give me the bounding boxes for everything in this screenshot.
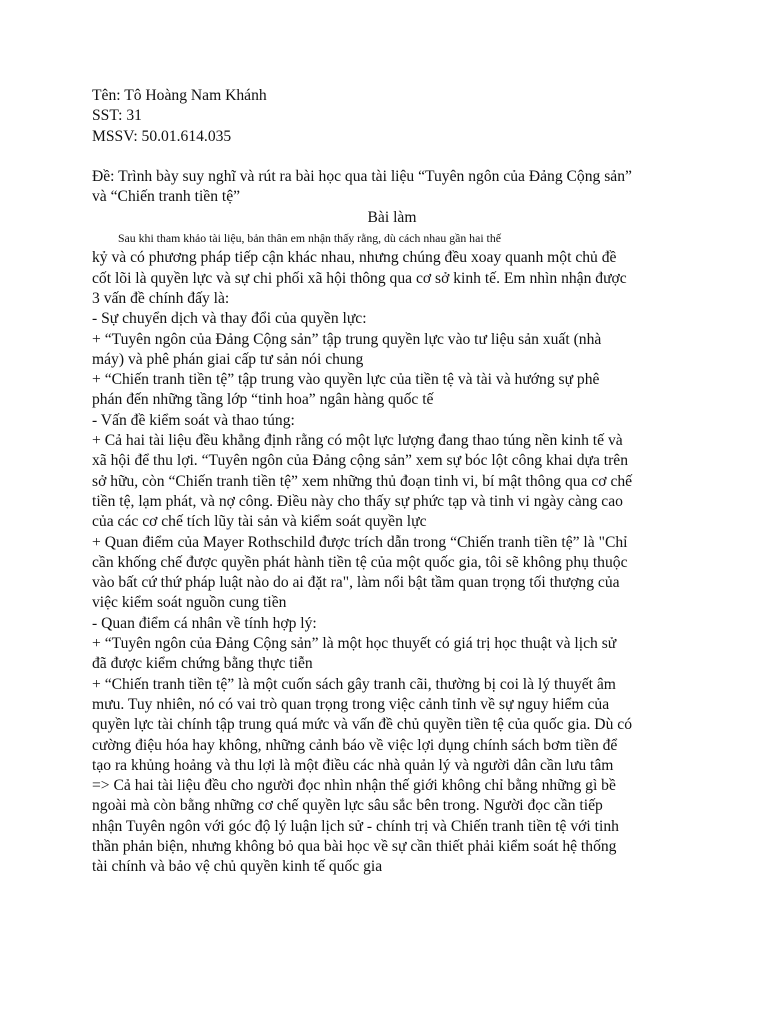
body-line: mưu. Tuy nhiên, nó có vai trò quan trọng trong việc cảnh tỉnh về sự nguy hiểm của: [92, 695, 610, 713]
body-line: quyền lực tài chính tập trung quá mức và vấn đề chủ quyền tiền tệ của quốc gia. Dù có: [92, 716, 632, 734]
topic-line: và “Chiến tranh tiền tệ”: [92, 188, 241, 206]
body-line: => Cả hai tài liệu đều cho người đọc nhìn nhận thế giới không chỉ bằng những gì bề: [92, 777, 616, 795]
body-line: của các cơ chế tích lũy tài sản và kiểm soát quyền lực: [92, 513, 427, 531]
body-line: tạo ra khủng hoảng và thu lợi là một điều các nhà quản lý và người dân cần lưu tâm: [92, 756, 614, 774]
body-line: máy) và phê phán giai cấp tư sản nói chung: [92, 350, 364, 368]
body-line: cần khống chế được quyền phát hành tiền tệ của một quốc gia, tôi sẽ không phụ thuộc: [92, 553, 628, 571]
body-line: + “Tuyên ngôn của Đảng Cộng sản” tập trung quyền lực vào tư liệu sản xuất (nhà: [92, 330, 602, 348]
student-sst: SST: 31: [92, 107, 142, 125]
body-line: kỷ và có phương pháp tiếp cận khác nhau, nhưng chúng đều xoay quanh một chủ đề: [92, 249, 617, 267]
body-line: xã hội để thu lợi. “Tuyên ngôn của Đảng cộng sản” xem sự bóc lột công khai dựa trên: [92, 452, 629, 470]
body-line: + Cả hai tài liệu đều khẳng định rằng có một lực lượng đang thao túng nền kinh tế và: [92, 432, 623, 450]
body-line: + Quan điểm của Mayer Rothschild được trích dẫn trong “Chiến tranh tiền tệ” là "Chỉ: [92, 533, 628, 551]
body-line: sở hữu, còn “Chiến tranh tiền tệ” xem những thủ đoạn tinh vi, bí mật thông qua cơ chế: [92, 472, 633, 490]
spacer: [92, 147, 692, 167]
body-line: cường điệu hóa hay không, những cảnh báo về việc lợi dụng chính sách bơm tiền để: [92, 736, 618, 754]
body-line: việc kiểm soát nguồn cung tiền: [92, 594, 287, 612]
body-line: cốt lõi là quyền lực và sự chi phối xã hội thông qua cơ sở kinh tế. Em nhìn nhận được: [92, 269, 627, 287]
body-line: nhận Tuyên ngôn với góc độ lý luận lịch sử - chính trị và Chiến tranh tiền tệ với tinh: [92, 817, 619, 835]
body-line: - Vấn đề kiểm soát và thao túng:: [92, 411, 295, 429]
body-line: thần phản biện, nhưng không bỏ qua bài học về sự cần thiết phải kiểm soát hệ thống: [92, 837, 617, 855]
body-line: vào bất cứ thứ pháp luật nào do ai đặt ra", làm nổi bật tầm quan trọng tối thượng của: [92, 574, 620, 592]
student-id: MSSV: 50.01.614.035: [92, 127, 232, 145]
body-line: phán đến những tầng lớp “tinh hoa” ngân hàng quốc tế: [92, 391, 434, 409]
student-name: Tên: Tô Hoàng Nam Khánh: [92, 87, 267, 104]
body-line: + “Tuyên ngôn của Đảng Cộng sản” là một học thuyết có giá trị học thuật và lịch sử: [92, 635, 617, 653]
body-line: + “Chiến tranh tiền tệ” là một cuốn sách gây tranh cãi, thường bị coi là lý thuyết âm: [92, 675, 616, 693]
body-line: đã được kiểm chứng bằng thực tiễn: [92, 655, 313, 673]
document-page: [92, 86, 692, 878]
body-line: ngoài mà còn bằng những cơ chế quyền lực sâu sắc bên trong. Người đọc cần tiếp: [92, 797, 603, 815]
body-line: Sau khi tham khảo tài liệu, bản thân em nhận thấy rằng, dù cách nhau gần hai thế: [118, 231, 501, 246]
body-line: 3 vấn đề chính đấy là:: [92, 289, 230, 307]
body-line: - Sự chuyển dịch và thay đổi của quyền lực:: [92, 310, 367, 328]
body-line: + “Chiến tranh tiền tệ” tập trung vào quyền lực của tiền tệ và tài và hướng sự phê: [92, 371, 600, 389]
essay-body: [92, 228, 692, 878]
body-line: tài chính và bảo vệ chủ quyền kinh tế quốc gia: [92, 858, 383, 876]
topic-line: Đề: Trình bày suy nghĩ và rút ra bài học qua tài liệu “Tuyên ngôn của Đảng Cộng sản”: [92, 168, 632, 186]
body-line: - Quan điểm cá nhân về tính hợp lý:: [92, 614, 317, 632]
essay-title: Bài làm: [367, 208, 417, 226]
body-line: tiền tệ, lạm phát, và nợ công. Điều này cho thấy sự phức tạp và tinh vi ngày càng cao: [92, 492, 623, 510]
